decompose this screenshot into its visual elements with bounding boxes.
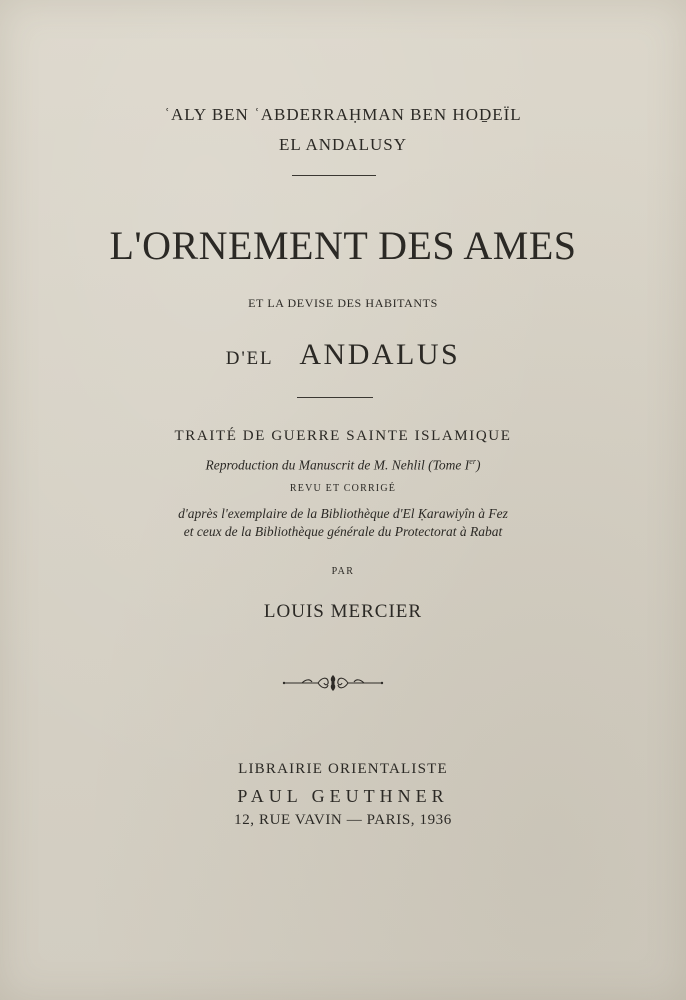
andalus-prefix: D'EL xyxy=(225,348,274,369)
author-origin-line: EL ANDALUSY xyxy=(279,135,407,154)
source-note-line2: et ceux de la Bibliothèque générale du Protectorat à Rabat xyxy=(183,524,503,539)
treatise-heading: TRAITÉ DE GUERRE SAINTE ISLAMIQUE xyxy=(174,428,512,444)
reproduction-close: ) xyxy=(475,457,481,473)
reproduction-note xyxy=(0,457,686,474)
divider-rule-middle xyxy=(297,397,373,398)
andalus-word: ANDALUS xyxy=(299,338,461,371)
author-name-line: ʿALY BEN ʿABDERRAḤMAN BEN HOḎEÏL xyxy=(164,105,522,124)
publisher-name-line2: PAUL GEUTHNER xyxy=(237,786,449,806)
publisher-address: 12, RUE VAVIN — PARIS, 1936 xyxy=(234,812,452,828)
divider-rule-top xyxy=(292,175,376,176)
reproduction-text: Reproduction du Manuscrit de M. Nehlil (Tome I xyxy=(205,457,470,473)
andalus-title-row xyxy=(0,338,686,372)
book-subtitle: ET LA DEVISE DES HABITANTS xyxy=(248,296,438,310)
fleuron-ornament-icon xyxy=(282,672,384,694)
source-note-line1: d'après l'exemplaire de la Bibliothèque d'El Ḳarawiyîn à Fez xyxy=(178,506,508,521)
editor-name: LOUIS MERCIER xyxy=(263,601,423,622)
book-title: L'ORNEMENT DES AMES xyxy=(109,223,577,268)
revised-note: REVU ET CORRIGÉ xyxy=(289,483,397,494)
reproduction-superscript: er xyxy=(469,457,476,466)
by-label: PAR xyxy=(331,566,355,577)
publisher-name-line1: LIBRAIRIE ORIENTALISTE xyxy=(238,761,448,777)
